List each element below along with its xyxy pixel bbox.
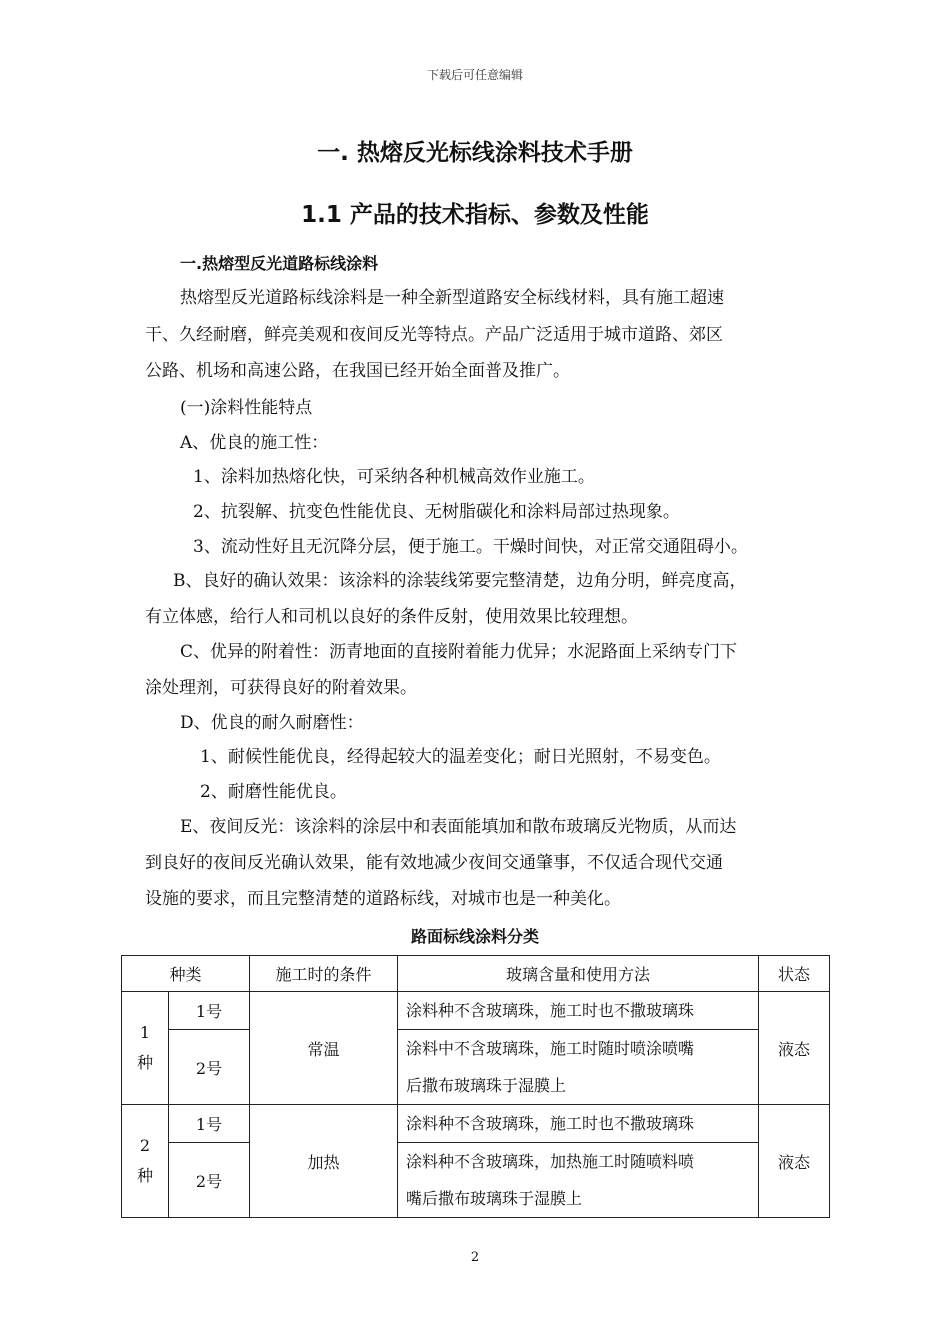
document-title: 一. 热熔反光标线涂料技术手册 — [317, 140, 633, 166]
table-header-row — [122, 956, 830, 992]
paragraph-line: E、夜间反光：该涂料的涂层中和表面能填加和散布玻璃反光物质，从而达 — [180, 817, 737, 837]
paragraph-line: 到良好的夜间反光确认效果，能有效地减少夜间交通肇事，不仅适合现代交通 — [145, 853, 723, 873]
condition-cell: 加热 — [250, 1105, 398, 1218]
grade-cell: 1号 — [169, 992, 250, 1030]
method-line: 涂料种不含玻璃珠，加热施工时随喷料喷 — [406, 1152, 695, 1171]
section-title: 1.1 产品的技术指标、参数及性能 — [301, 202, 649, 228]
method-line: 涂料中不含玻璃珠，施工时随时喷涂喷嘴 — [406, 1039, 695, 1058]
kind-char: 种 — [136, 1053, 153, 1072]
paragraph-line: (一)涂料性能特点 — [180, 398, 313, 418]
header-cell: 状态 — [759, 956, 830, 992]
table-caption: 路面标线涂料分类 — [410, 927, 539, 946]
kind-char: 种 — [136, 1166, 153, 1185]
table-row — [122, 1030, 830, 1105]
state-cell: 液态 — [759, 1105, 830, 1218]
table-row — [122, 1105, 830, 1143]
page-header: 下载后可任意编辑 — [426, 68, 523, 82]
method-cell — [398, 1143, 759, 1218]
method-cell: 涂料种不含玻璃珠，施工时也不撒玻璃珠 — [398, 1105, 759, 1143]
paragraph-line: 3、流动性好且无沉降分层，便于施工。干燥时间快，对正常交通阻碍小。 — [193, 537, 748, 557]
paragraph-line: 2、抗裂解、抗变色性能优良、无树脂碳化和涂料局部过热现象。 — [193, 502, 680, 522]
condition-cell: 常温 — [250, 992, 398, 1105]
header-cell: 玻璃含量和使用方法 — [398, 956, 759, 992]
header-cell: 施工时的条件 — [250, 956, 398, 992]
paragraph-line: 有立体感，给行人和司机以良好的条件反射，使用效果比较理想。 — [145, 607, 638, 627]
paragraph-line: 涂处理剂，可获得良好的附着效果。 — [145, 678, 417, 698]
grade-cell: 1号 — [169, 1105, 250, 1143]
paragraph-line: C、优异的附着性：沥青地面的直接附着能力优异；水泥路面上采纳专门下 — [180, 642, 738, 662]
paragraph-line: 热熔型反光道路标线涂料是一种全新型道路安全标线材料，具有施工超速 — [180, 288, 724, 308]
kind-cell — [122, 992, 169, 1105]
kind-number: 1 — [139, 1023, 151, 1042]
classification-table — [121, 955, 830, 1218]
method-cell — [398, 1030, 759, 1105]
paragraph-line: B、良好的确认效果：该涂料的涂装线笫要完整清楚，边角分明，鲜亮度高， — [173, 571, 747, 591]
grade-cell: 2号 — [169, 1030, 250, 1105]
method-line: 嘴后撒布玻璃珠于湿膜上 — [406, 1189, 583, 1208]
paragraph-line: 1、耐候性能优良，经得起较大的温差变化；耐日光照射，不易变色。 — [200, 747, 721, 767]
method-cell: 涂料种不含玻璃珠，施工时也不撒玻璃珠 — [398, 992, 759, 1030]
table-row — [122, 992, 830, 1030]
state-cell: 液态 — [759, 992, 830, 1105]
paragraph-line: 1、涂料加热熔化快，可采纳各种机械高效作业施工。 — [193, 467, 595, 487]
paragraph-line: 2、耐磨性能优良。 — [200, 782, 347, 802]
paragraph-line: 设施的要求，而且完整清楚的道路标线，对城市也是一种美化。 — [145, 889, 621, 909]
page-number: 2 — [470, 1250, 480, 1265]
grade-cell: 2号 — [169, 1143, 250, 1218]
kind-number: 2 — [139, 1136, 151, 1155]
paragraph-line: D、优良的耐久耐磨性： — [180, 713, 364, 733]
method-line: 后撒布玻璃珠于湿膜上 — [406, 1076, 567, 1095]
paragraph-line: A、优良的施工性： — [180, 433, 329, 453]
kind-cell — [122, 1105, 169, 1218]
subsection-heading: 一.热熔型反光道路标线涂料 — [180, 254, 379, 273]
table-row — [122, 1143, 830, 1218]
paragraph-line: 公路、机场和高速公路，在我国已经开始全面普及推广。 — [145, 361, 570, 381]
paragraph-line: 干、久经耐磨，鲜亮美观和夜间反光等特点。产品广泛适用于城市道路、郊区 — [145, 325, 723, 345]
header-cell: 种类 — [122, 956, 250, 992]
